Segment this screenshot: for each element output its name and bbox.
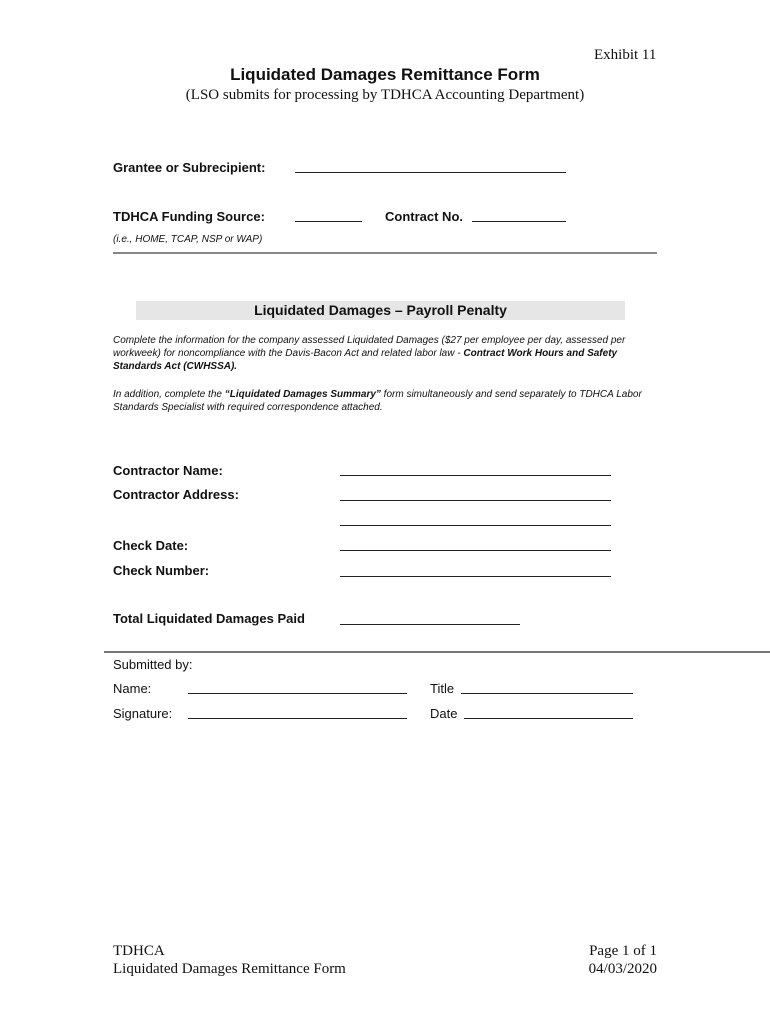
submitted-date-field[interactable] [464,718,633,719]
footer-org: TDHCA [113,943,165,959]
footer-date: 04/03/2020 [588,961,657,977]
summary-instructions-paragraph [113,388,643,414]
contractor-name-field[interactable] [340,475,611,476]
summary-instructions-suffix: form simultaneously and send separately to TDHCA Labor Standards Specialist with required correspondence attached. [113,389,642,413]
section-heading: Liquidated Damages – Payroll Penalty [136,301,625,320]
grantee-label: Grantee or Subrecipient: [113,160,266,175]
contractor-address-field-2[interactable] [340,525,611,526]
instructions-text: Complete the information for the company assessed Liquidated Damages ($27 per employee per day, assessed per workweek) for noncompliance with the Davis-Bacon Act and related labor law - [113,335,626,359]
check-number-label: Check Number: [113,563,210,578]
form-subtitle: (LSO submits for processing by TDHCA Accounting Department) [185,87,585,103]
check-number-field[interactable] [340,576,611,577]
instructions-act-name: Contract Work Hours and Safety Standards Act (CWHSSA). [113,348,618,372]
instructions-paragraph [113,334,643,373]
contractor-address-label: Contractor Address: [113,487,239,502]
form-title: Liquidated Damages Remittance Form [230,65,540,84]
funding-source-label: TDHCA Funding Source: [113,209,265,224]
submitted-date-label: Date [430,706,458,721]
funding-source-note: (i.e., HOME, TCAP, NSP or WAP) [113,234,263,245]
contract-number-label: Contract No. [385,209,463,224]
contractor-name-label: Contractor Name: [113,463,223,478]
exhibit-number: Exhibit 11 [594,47,657,63]
submitted-by-heading: Submitted by: [113,657,193,672]
submitter-name-field[interactable] [188,693,407,694]
contract-number-field[interactable] [472,221,566,222]
footer-form-name: Liquidated Damages Remittance Form [113,961,346,977]
contractor-address-field-1[interactable] [340,500,611,501]
total-paid-field[interactable] [340,624,520,625]
check-date-label: Check Date: [113,538,189,553]
footer-page-number: Page 1 of 1 [589,943,657,959]
submitter-name-label: Name: [113,681,152,696]
summary-instructions-prefix: In addition, complete the [113,389,225,400]
grantee-field[interactable] [295,172,566,173]
submitter-title-label: Title [430,681,455,696]
summary-form-name: “Liquidated Damages Summary” [224,389,381,400]
total-paid-label: Total Liquidated Damages Paid [113,611,305,626]
signature-field[interactable] [188,718,407,719]
section-divider [113,252,657,254]
submitted-divider [104,651,770,653]
signature-label: Signature: [113,706,173,721]
funding-source-field[interactable] [295,221,362,222]
check-date-field[interactable] [340,550,611,551]
submitter-title-field[interactable] [461,693,633,694]
